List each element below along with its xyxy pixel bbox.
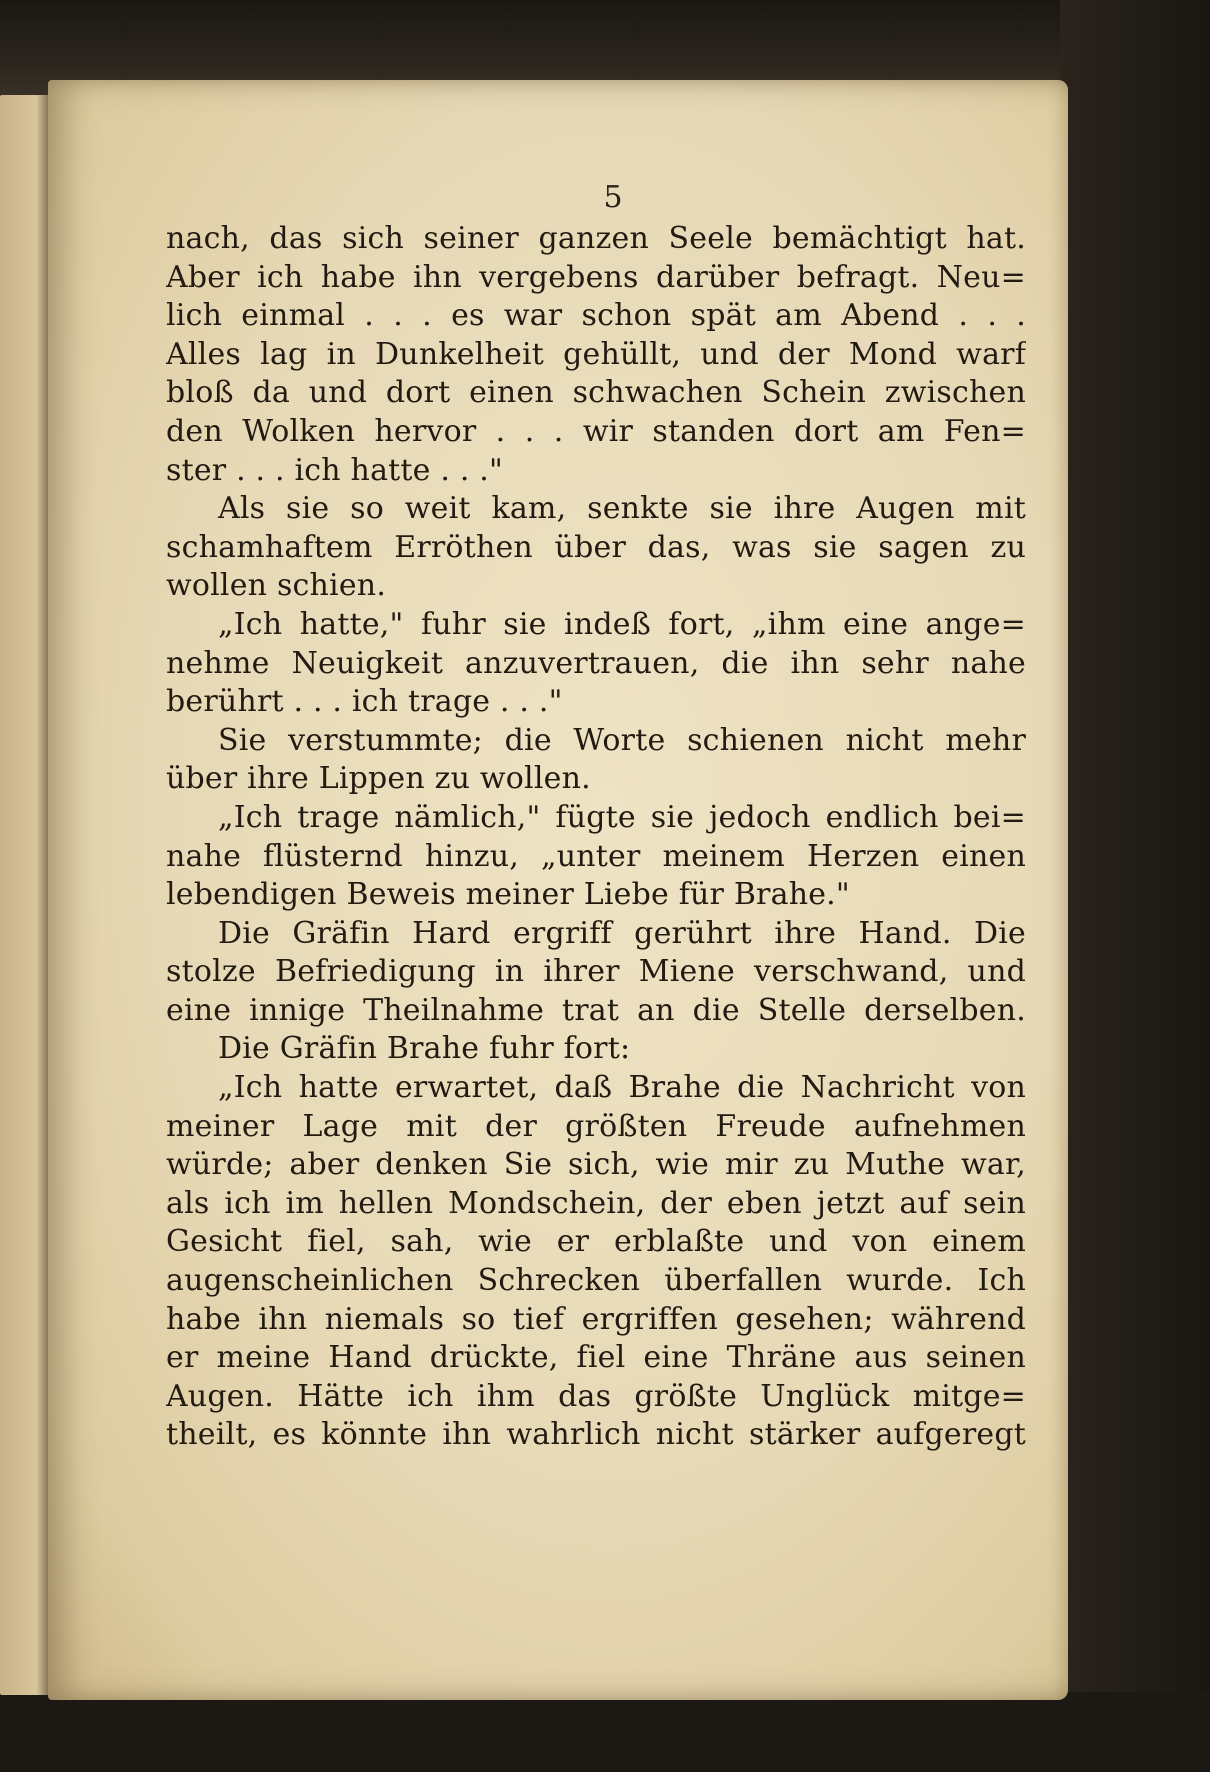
text-line: schamhaftem Erröthen über das, was sie sagen zu bbox=[166, 529, 1026, 565]
book-cover-right bbox=[1060, 0, 1210, 1772]
text-line: „Ich trage nämlich," fügte sie jedoch endlich bei= bbox=[218, 799, 1026, 835]
text-line: Alles lag in Dunkelheit gehüllt, und der Mond warf bbox=[166, 336, 1026, 372]
text-line: er meine Hand drückte, fiel eine Thräne aus seinen bbox=[166, 1340, 1026, 1376]
text-line: Aber ich habe ihn vergebens darüber befragt. Neu= bbox=[166, 259, 1026, 295]
text-line: Sie verstummte; die Worte schienen nicht mehr bbox=[218, 722, 1026, 758]
facing-page-edge bbox=[0, 95, 52, 1695]
text-line: Gesicht fiel, sah, wie er erblaßte und von einem bbox=[166, 1224, 1026, 1260]
text-line: augenscheinlichen Schrecken überfallen wurde. Ich bbox=[166, 1263, 1026, 1299]
text-line: als ich im hellen Mondschein, der eben jetzt auf sein bbox=[166, 1185, 1026, 1221]
text-line: bloß da und dort einen schwachen Schein zwischen bbox=[166, 375, 1026, 411]
text-line: ster . . . ich hatte . . ." bbox=[166, 452, 504, 488]
page-number: 5 bbox=[603, 180, 623, 215]
text-line: lich einmal . . . es war schon spät am Abend . . . bbox=[166, 298, 1026, 334]
text-line: Augen. Hätte ich ihm das größte Unglück mitge= bbox=[166, 1378, 1026, 1414]
page-text bbox=[166, 220, 1026, 1455]
text-line: über ihre Lippen zu wollen. bbox=[166, 761, 591, 797]
text-line: Als sie so weit kam, senkte sie ihre Augen mit bbox=[218, 491, 1026, 527]
text-line: „Ich hatte," fuhr sie indeß fort, „ihm eine ange= bbox=[218, 606, 1026, 642]
book-page bbox=[48, 80, 1068, 1700]
text-line: meiner Lage mit der größten Freude aufnehmen bbox=[166, 1108, 1026, 1144]
book-cover-bottom bbox=[0, 1692, 1210, 1772]
text-line: „Ich hatte erwartet, daß Brahe die Nachricht von bbox=[218, 1070, 1026, 1106]
text-line: nehme Neuigkeit anzuvertrauen, die ihn sehr nahe bbox=[166, 645, 1026, 681]
text-line: nahe flüsternd hinzu, „unter meinem Herzen einen bbox=[166, 838, 1026, 874]
text-line: den Wolken hervor . . . wir standen dort am Fen= bbox=[166, 413, 1026, 449]
text-line: theilt, es könnte ihn wahrlich nicht stärker aufgeregt bbox=[166, 1417, 1026, 1453]
text-line: habe ihn niemals so tief ergriffen gesehen; während bbox=[166, 1301, 1026, 1337]
text-line: würde; aber denken Sie sich, wie mir zu Muthe war, bbox=[166, 1147, 1026, 1183]
text-line: nach, das sich seiner ganzen Seele bemächtigt hat. bbox=[166, 221, 1026, 256]
text-line: berührt . . . ich trage . . ." bbox=[166, 684, 563, 720]
text-line: Die Gräfin Hard ergriff gerührt ihre Hand. Die bbox=[218, 915, 1026, 951]
text-line: Die Gräfin Brahe fuhr fort: bbox=[218, 1031, 631, 1067]
text-line: wollen schien. bbox=[166, 568, 387, 604]
text-line: lebendigen Beweis meiner Liebe für Brahe." bbox=[166, 877, 850, 913]
text-line: eine innige Theilnahme trat an die Stelle derselben. bbox=[166, 992, 1026, 1028]
text-line: stolze Befriedigung in ihrer Miene verschwand, und bbox=[166, 954, 1026, 990]
